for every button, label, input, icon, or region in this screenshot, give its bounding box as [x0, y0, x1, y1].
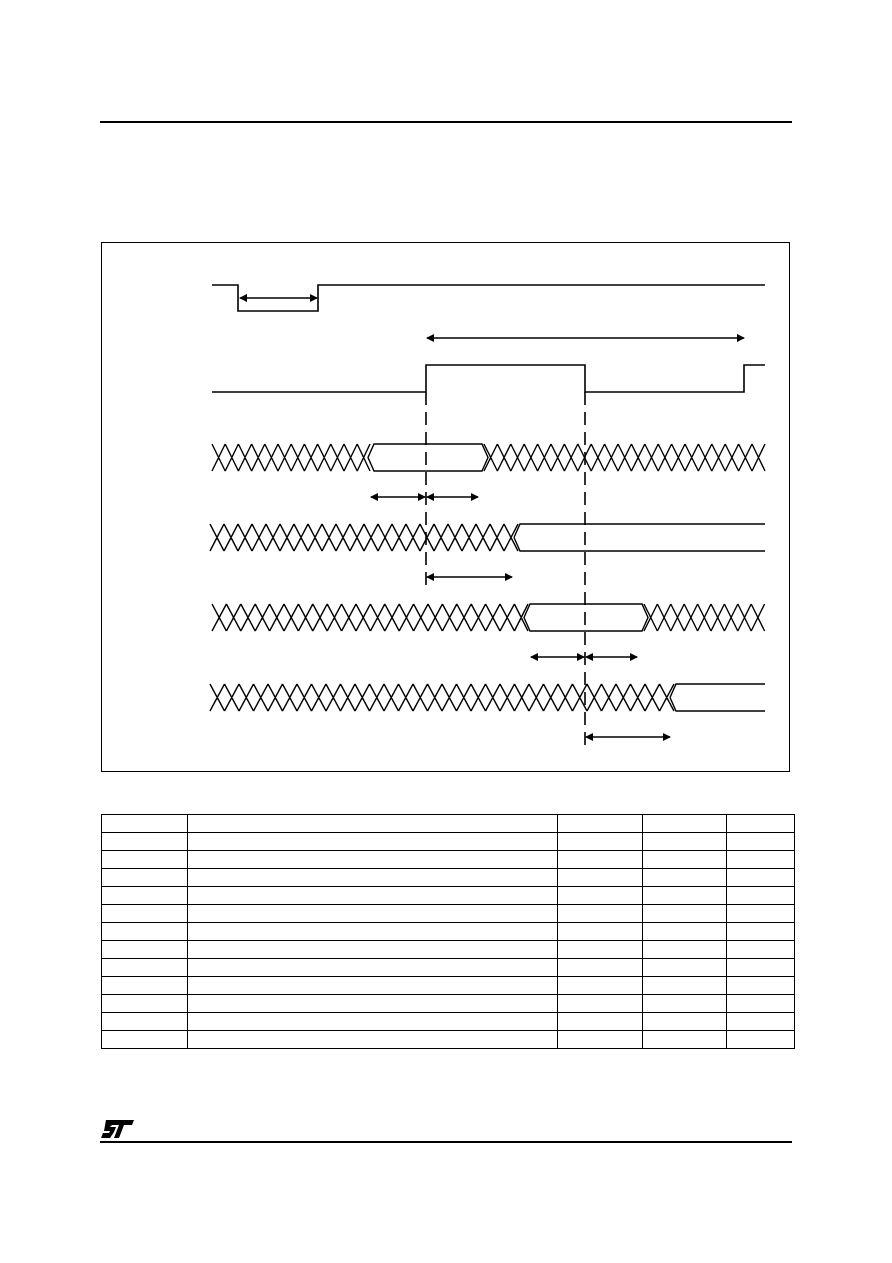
timing-parameters-table: [101, 814, 795, 1049]
table-cell: [188, 977, 558, 995]
table-row: [102, 977, 795, 995]
table-cell: [558, 995, 643, 1013]
table-row: [102, 887, 795, 905]
table-cell: [727, 887, 795, 905]
table-cell: [102, 977, 188, 995]
table-cell: [727, 923, 795, 941]
table-cell: [102, 959, 188, 977]
table-cell: [102, 1031, 188, 1049]
table-cell: [188, 1013, 558, 1031]
table-cell: [727, 815, 795, 833]
table-row: [102, 1031, 795, 1049]
table-cell: [643, 887, 727, 905]
table-cell: [643, 815, 727, 833]
bus-4-invalid: [210, 684, 674, 711]
table-cell: [188, 959, 558, 977]
table-cell: [643, 995, 727, 1013]
st-logo-icon: [100, 1118, 136, 1140]
table-cell: [643, 923, 727, 941]
table-cell: [643, 1031, 727, 1049]
table-cell: [558, 1031, 643, 1049]
table-cell: [643, 869, 727, 887]
table-cell: [727, 851, 795, 869]
bus-4-valid: [670, 684, 765, 711]
table-cell: [727, 1031, 795, 1049]
table-row: [102, 959, 795, 977]
table-cell: [558, 869, 643, 887]
table-cell: [727, 959, 795, 977]
table-cell: [188, 851, 558, 869]
table-cell: [558, 851, 643, 869]
table-cell: [643, 851, 727, 869]
table-row: [102, 905, 795, 923]
table-cell: [558, 923, 643, 941]
bus-3-invalid: [212, 604, 528, 631]
table-cell: [558, 1013, 643, 1031]
table-cell: [102, 869, 188, 887]
bus-2-invalid: [210, 524, 518, 551]
table-cell: [102, 887, 188, 905]
table-cell: [727, 905, 795, 923]
table-cell: [727, 977, 795, 995]
table-cell: [558, 977, 643, 995]
table-cell: [188, 995, 558, 1013]
table-cell: [102, 941, 188, 959]
table-cell: [727, 833, 795, 851]
table-cell: [102, 851, 188, 869]
table-cell: [102, 815, 188, 833]
table-cell: [558, 815, 643, 833]
bus-1-valid: [368, 444, 488, 471]
table-cell: [558, 887, 643, 905]
bus-1-invalid-2: [484, 444, 765, 471]
table-row: [102, 815, 795, 833]
table-cell: [558, 833, 643, 851]
table-row: [102, 941, 795, 959]
table-cell: [643, 977, 727, 995]
table-cell: [643, 833, 727, 851]
table-cell: [643, 905, 727, 923]
table-cell: [643, 1013, 727, 1031]
table-cell: [558, 905, 643, 923]
table-cell: [727, 941, 795, 959]
table-cell: [188, 923, 558, 941]
table-cell: [188, 815, 558, 833]
table-cell: [727, 869, 795, 887]
table-row: [102, 869, 795, 887]
table-cell: [188, 941, 558, 959]
table-cell: [727, 995, 795, 1013]
table-cell: [102, 905, 188, 923]
table-cell: [188, 1031, 558, 1049]
table-cell: [643, 941, 727, 959]
table-cell: [102, 1013, 188, 1031]
bus-2-valid: [514, 524, 765, 551]
table-cell: [727, 1013, 795, 1031]
bus-1-invalid: [212, 444, 370, 471]
table-row: [102, 833, 795, 851]
bus-3-invalid-2: [644, 604, 765, 631]
table-row: [102, 923, 795, 941]
table-cell: [188, 905, 558, 923]
table-cell: [188, 887, 558, 905]
table-cell: [188, 869, 558, 887]
table-cell: [188, 833, 558, 851]
table-cell: [558, 941, 643, 959]
table-row: [102, 851, 795, 869]
table-cell: [102, 995, 188, 1013]
signal-clock: [212, 365, 765, 392]
table-cell: [558, 959, 643, 977]
table-row: [102, 1013, 795, 1031]
table-cell: [102, 833, 188, 851]
table-row: [102, 995, 795, 1013]
bus-3-valid: [524, 604, 648, 631]
table-cell: [643, 959, 727, 977]
table-cell: [102, 923, 188, 941]
footer-rule: [100, 1141, 792, 1143]
